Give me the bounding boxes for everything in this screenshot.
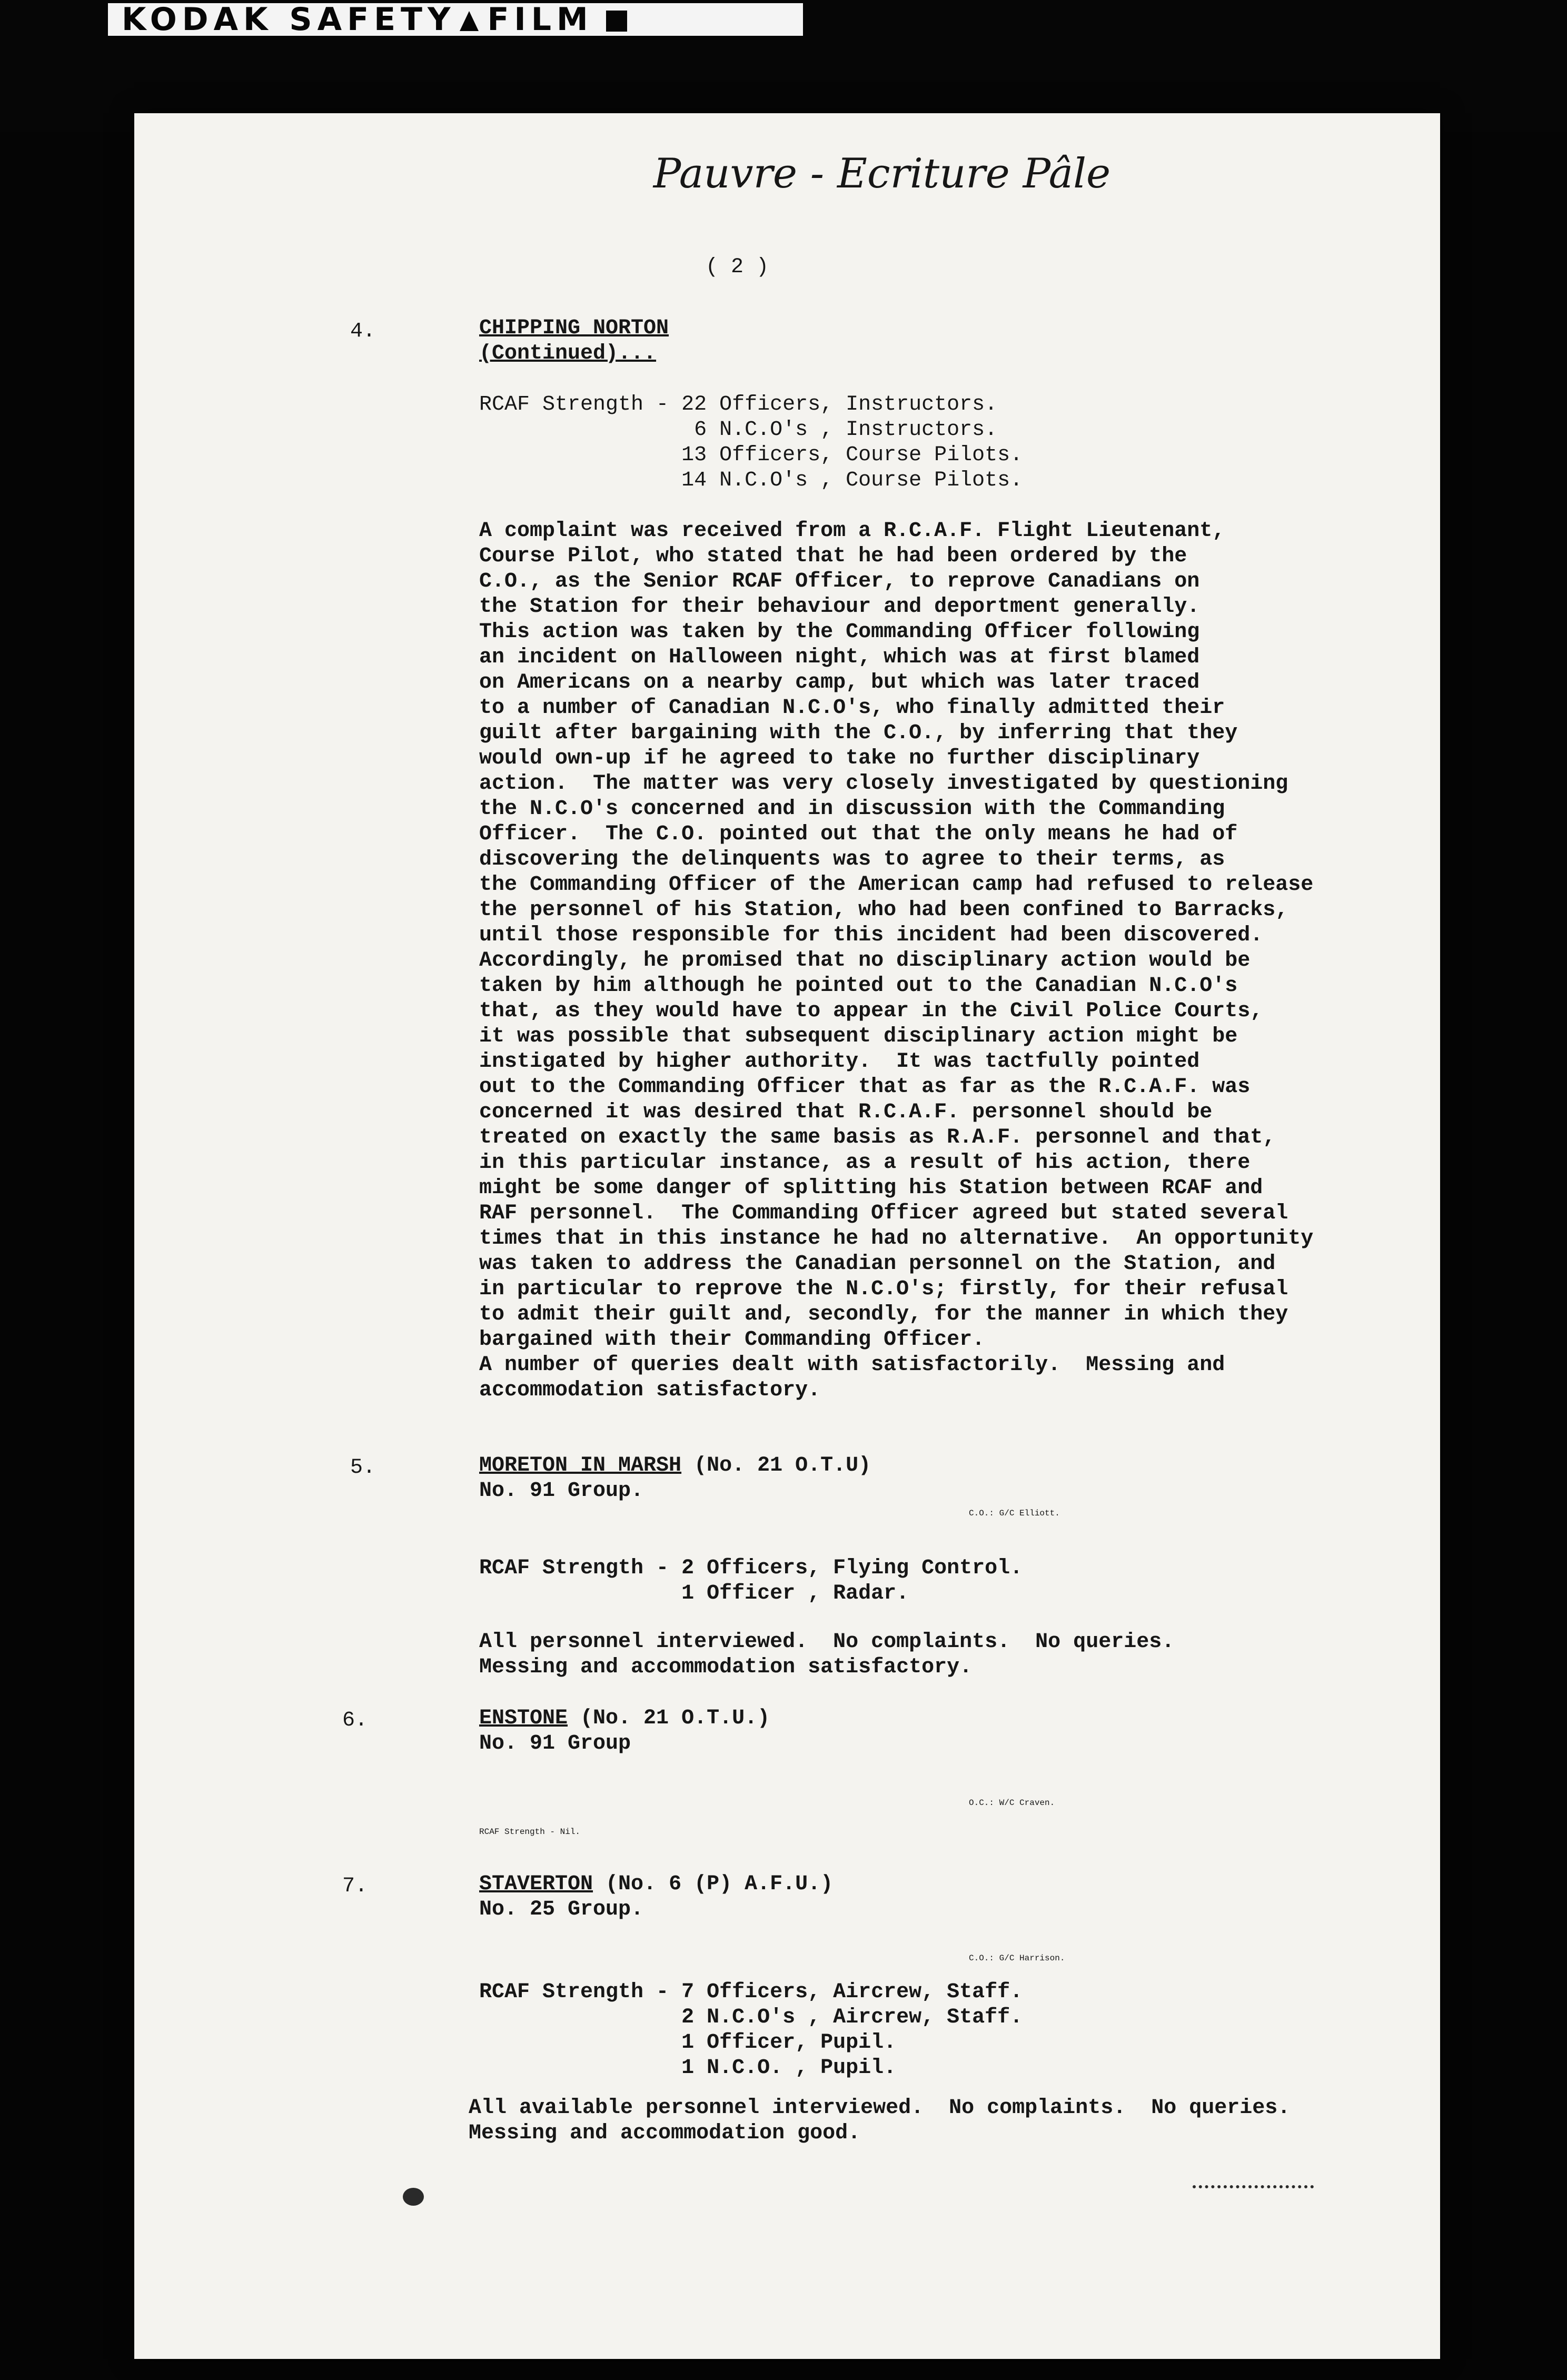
section-4-header: [479, 316, 669, 366]
paragraph-line: the N.C.O's concerned and in discussion with the Commanding: [479, 797, 1225, 821]
paragraph-line: the Station for their behaviour and deportment generally.: [479, 595, 1200, 619]
section-7-header: [479, 1872, 833, 1922]
section-6-unit: (No. 21 O.T.U.): [568, 1707, 770, 1730]
section-4-number: 4.: [350, 320, 376, 343]
paragraph-line: guilt after bargaining with the C.O., by inferring that they: [479, 721, 1238, 745]
section-7-remarks: [469, 2096, 1290, 2146]
section-6-strength: RCAF Strength - Nil.: [479, 1827, 581, 1837]
paragraph-line: RAF personnel. The Commanding Officer agreed but stated several: [479, 1202, 1288, 1225]
section-4-strength: [479, 392, 1023, 493]
paragraph-line: This action was taken by the Commanding Officer following: [479, 620, 1200, 644]
strength-line: 13 Officers, Course Pilots.: [479, 443, 1023, 467]
triangle-icon: [460, 11, 479, 31]
paragraph-line: out to the Commanding Officer that as far as the R.C.A.F. was: [479, 1075, 1251, 1099]
paragraph-line: taken by him although he pointed out to the Canadian N.C.O's: [479, 974, 1238, 998]
handwritten-note: Pauvre - Ecriture Pâle: [653, 150, 1111, 197]
section-6-number: 6.: [342, 1709, 368, 1732]
section-6-header: [479, 1706, 770, 1757]
square-icon: [606, 11, 627, 32]
strength-line: RCAF Strength - 2 Officers, Flying Control.: [479, 1556, 1023, 1580]
paragraph-line: an incident on Halloween night, which was at first blamed: [479, 646, 1200, 669]
dotted-mark: [1193, 2185, 1314, 2191]
paragraph-line: times that in this instance he had no alternative. An opportunity: [479, 1227, 1314, 1251]
section-4-subtitle: (Continued)...: [479, 342, 657, 365]
paragraph-line: it was possible that subsequent disciplinary action might be: [479, 1025, 1238, 1048]
document-page: [134, 113, 1440, 2359]
section-6-co: O.C.: W/C Craven.: [969, 1798, 1055, 1808]
remarks-line: All personnel interviewed. No complaints. No queries.: [479, 1630, 1175, 1654]
paragraph-line: action. The matter was very closely investigated by questioning: [479, 772, 1288, 796]
paragraph-line: A number of queries dealt with satisfactorily. Messing and: [479, 1353, 1225, 1377]
paragraph-line: in this particular instance, as a result of his action, there: [479, 1151, 1251, 1175]
section-7-strength: [479, 1980, 1023, 2081]
film-edge-label: [108, 3, 803, 36]
paragraph-line: A complaint was received from a R.C.A.F. Flight Lieutenant,: [479, 519, 1225, 543]
paragraph-line: that, as they would have to appear in the Civil Police Courts,: [479, 999, 1263, 1023]
paragraph-line: bargained with their Commanding Officer.: [479, 1328, 985, 1352]
section-5-remarks: [479, 1630, 1174, 1680]
section-5-header: [479, 1453, 871, 1504]
section-7-number: 7.: [342, 1875, 368, 1898]
section-5-unit: (No. 21 O.T.U): [681, 1454, 871, 1477]
paragraph-line: until those responsible for this incident had been discovered.: [479, 924, 1263, 947]
strength-line: 14 N.C.O's , Course Pilots.: [479, 469, 1023, 492]
section-7-title: STAVERTON: [479, 1872, 593, 1896]
paragraph-line: discovering the delinquents was to agree to their terms, as: [479, 848, 1225, 871]
paragraph-line: accommodation satisfactory.: [479, 1379, 821, 1402]
film-edge: [0, 0, 1567, 132]
section-6-title: ENSTONE: [479, 1707, 568, 1730]
section-5-co: C.O.: G/C Elliott.: [969, 1509, 1060, 1518]
strength-line: RCAF Strength - 22 Officers, Instructors.: [479, 393, 998, 417]
strength-line: 2 N.C.O's , Aircrew, Staff.: [479, 2006, 1023, 2029]
section-5-group: No. 91 Group.: [479, 1479, 644, 1503]
remarks-line: Messing and accommodation good.: [469, 2121, 861, 2145]
paragraph-line: Accordingly, he promised that no disciplinary action would be: [479, 949, 1251, 973]
paragraph-line: Officer. The C.O. pointed out that the only means he had of: [479, 822, 1238, 846]
ink-blot: [403, 2188, 424, 2206]
strength-line: RCAF Strength - 7 Officers, Aircrew, Staff.: [479, 1980, 1023, 2004]
paragraph-line: instigated by higher authority. It was tactfully pointed: [479, 1050, 1200, 1074]
paragraph-line: to a number of Canadian N.C.O's, who finally admitted their: [479, 696, 1225, 720]
paragraph-line: to admit their guilt and, secondly, for the manner in which they: [479, 1303, 1288, 1326]
section-7-unit: (No. 6 (P) A.F.U.): [593, 1872, 834, 1896]
page-number: ( 2 ): [706, 255, 769, 279]
remarks-line: All available personnel interviewed. No complaints. No queries.: [469, 2096, 1291, 2120]
paragraph-line: would own-up if he agreed to take no further disciplinary: [479, 747, 1200, 770]
strength-line: 6 N.C.O's , Instructors.: [479, 418, 998, 442]
section-4-paragraph: [479, 519, 1480, 1403]
paragraph-line: C.O., as the Senior RCAF Officer, to reprove Canadians on: [479, 570, 1200, 593]
paragraph-line: treated on exactly the same basis as R.A.F. personnel and that,: [479, 1126, 1276, 1149]
section-7-co: C.O.: G/C Harrison.: [969, 1953, 1065, 1963]
section-5-title: MORETON IN MARSH: [479, 1454, 682, 1477]
section-5-number: 5.: [350, 1456, 376, 1480]
strength-line: 1 N.C.O. , Pupil.: [479, 2056, 897, 2080]
paragraph-line: might be some danger of splitting his Station between RCAF and: [479, 1176, 1263, 1200]
film-label-tail: FILM: [487, 1, 593, 38]
strength-line: 1 Officer, Pupil.: [479, 2031, 897, 2055]
section-6-group: No. 91 Group: [479, 1732, 631, 1756]
paragraph-line: the personnel of his Station, who had been confined to Barracks,: [479, 898, 1288, 922]
film-label-text: KODAK SAFETY: [122, 1, 456, 38]
paragraph-line: was taken to address the Canadian personnel on the Station, and: [479, 1252, 1276, 1276]
paragraph-line: the Commanding Officer of the American camp had refused to release: [479, 873, 1314, 897]
section-7-group: No. 25 Group.: [479, 1898, 644, 1921]
strength-line: 1 Officer , Radar.: [479, 1582, 909, 1605]
paragraph-line: on Americans on a nearby camp, but which was later traced: [479, 671, 1200, 695]
paragraph-line: Course Pilot, who stated that he had been ordered by the: [479, 544, 1187, 568]
paragraph-line: concerned it was desired that R.C.A.F. personnel should be: [479, 1100, 1213, 1124]
section-5-strength: [479, 1556, 1023, 1607]
remarks-line: Messing and accommodation satisfactory.: [479, 1655, 973, 1679]
section-4-title: CHIPPING NORTON: [479, 316, 669, 340]
paragraph-line: in particular to reprove the N.C.O's; firstly, for their refusal: [479, 1277, 1288, 1301]
